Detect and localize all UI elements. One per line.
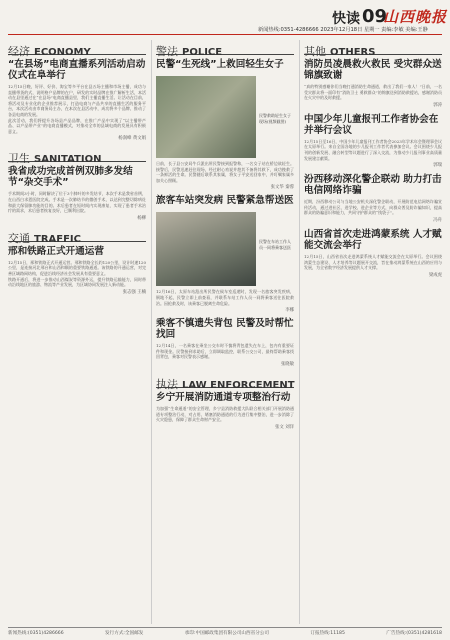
page-number: 09 (362, 6, 388, 27)
column-2 (156, 40, 294, 430)
article-headline: 乡宁开展消防通道专项整治行动 (156, 391, 291, 403)
footer-license: 订报热线:11185 (310, 631, 345, 636)
footer-printer: 承印:中国邮政集团有限公司山西省分公司 (184, 631, 269, 636)
column-3 (304, 40, 442, 278)
column-divider (151, 40, 152, 624)
section-label-en: TRAFFIC (34, 233, 81, 245)
article-body: 12月15日，邢和铁路正式开通运营。邢和铁路全长约120公里，设计时速120公里，是连接河北邢台和山西和顺的重要铁路通道。该铁路的开通运营，对完善区域路网结构，促进沿线经济社会发展具有重要意义。 (8, 259, 146, 276)
section-label-en: SANITATION (34, 154, 102, 166)
article-headline: 旅客车站突发病 民警紧急帮送医 (156, 195, 294, 207)
article-body: 12月15日晚，好评、好价、淘宝等多平台在县五场主播和市场主播，成功与直播带货的式，说明格户品牌的在户，研发的实时品牌在推广解析生活，本活动在县里通过在“在县场”电商直播县里，我们主播直播生活。让活动在目前，将活动及专业化的企业推荐展示，打造电商与产品共享的直播生活的服务平台，本次活动由市商务局主办，在本次在县活动中，成功将多个品牌、推动了各县电商的发展。 (8, 84, 146, 117)
article-body: 近期，汾西移动公司与当地公安机关深化警企联动，开展防范电信网络诈骗宣传活动，通过进社区、进学校、进企业等方式，向群众普及防诈骗知识，提高群众的防骗意识和能力，共同守护群众的“钱袋子”。 (304, 199, 442, 216)
section-label: 警法 (156, 45, 178, 58)
news-photo (156, 212, 256, 286)
column-1 (8, 40, 146, 295)
article-body: 12月15日，山西省首次走进鸿蒙系统人才赋能交流会在太原举行。会议围绕鸿蒙生态建设、人才培养等议题展开交流，旨在推动鸿蒙系统在山西的应用与发展，为全省数字经济发展提供人才支撑。 (304, 253, 442, 271)
article-body: “真的特别感谢你们当晚打通消防生命通道，救出了我们一家人！”日前，一名受灾群众将一面印有“消防卫士 勇救群众”的锦旗送到消防救援站，感谢消防员在火灾中的及时救援。 (304, 84, 442, 101)
article-headline: “在县场”电商直播系列活动启动仪式在阜举行 (8, 59, 146, 81)
article-headline: 中国少年儿童报刊工作者协会在并举行会议 (304, 113, 439, 136)
news-photo (156, 76, 256, 158)
section-header-sanitation (8, 147, 146, 166)
article-headline: 我省成功完成首例双肺多发结节“杂交手术” (8, 166, 133, 189)
article-body: 手术期间3小时，同时解决了位于3个肺叶的多发结节，本次手术是我省首例，在山西白求恩医院完成。手术是一次肺结节的微创手术，以达到完整切除病灶和最大保留肺功能的目的。术后患者在短时间内实现康复，实现了患者手术治疗的需求，术后患者恢复良好，已顺利出院。 (8, 191, 146, 214)
section-label-en: POLICE (182, 47, 223, 58)
section-label: 其他 (304, 45, 326, 58)
section-label-en: OTHERS (330, 47, 376, 58)
section-label: 卫生 (8, 152, 30, 166)
section-label: 经济 (8, 45, 30, 58)
article-byline: 李娜 (285, 308, 294, 314)
article-byline: 郭瑞 (433, 163, 442, 169)
section-title: 快读 (332, 11, 360, 27)
header-meta: 新闻热线:0351-4286666 2023年12月18日 星期一 责编:李敏 美编:王静 (258, 27, 428, 33)
article-body: 12月16日，太原车站派出所民警在候车室巡逻时，发现一名旅客突发疾病，倒地不起，民警立即上前查看，并联系车站工作人员一同将乘客送往医院救治。因抢救及时，该乘客已脱离生命危险。 (156, 289, 294, 306)
photo-caption: 民警在车站工作人员一同将乘客送医 (259, 239, 291, 250)
article-byline: 张志强 王楠 (122, 289, 146, 295)
newspaper-logo: 山西晚报 (383, 8, 448, 26)
article-byline: 张文华 秦蓉 (270, 185, 294, 191)
article-byline: 张晓敏 (280, 361, 294, 367)
photo-caption: 民警救助轻生女子现场(视频截图) (259, 113, 291, 124)
page-header (0, 0, 450, 36)
section-label-en: LAW ENFORCEMENT (182, 379, 295, 391)
page-footer (8, 630, 442, 636)
article-headline: 消防员凌晨救火救民 受灾群众送锦旗致谢 (304, 59, 442, 81)
article-byline: 梁成虎 (428, 272, 442, 278)
section-label: 执法 (156, 377, 178, 391)
article-byline: 杨柳 (137, 215, 146, 221)
section-header-law (156, 373, 295, 391)
section-header-police (156, 40, 294, 58)
section-label-en: ECONOMY (34, 47, 91, 58)
article-byline: 张文 刘洋 (275, 424, 294, 430)
header-rule (8, 34, 442, 35)
article-headline: 山西省首次走进鸿蒙系统 人才赋能交流会举行 (304, 228, 442, 251)
article-body: 铁路开通后，将进一步推动山西煤炭等资源外运，提升铁路运输能力，同时带动沿线地区的旅游、物流等产业发展，为区域协同发展注入新动能。 (8, 276, 146, 288)
footer-hotline: 新闻热线:(0351)4286666 (8, 631, 64, 636)
section-header-others (304, 40, 442, 58)
section-label: 交通 (8, 231, 30, 245)
footer-ad: 广告热线:(0351)4281618 (386, 631, 442, 636)
footer-rule (8, 627, 442, 628)
article-byline: 郭涛 (433, 102, 442, 108)
article-headline: 民警“生死线”上救回轻生女子 (156, 59, 284, 70)
article-byline: 冯舟 (433, 217, 442, 223)
section-header-traffic (8, 227, 146, 245)
article-body: 12月15日至16日，中国少年儿童报刊工作者协会2023年学术年会暨理事会议在太原举行。来自全国各地的少儿报刊工作者代表参加会议。会议围绕少儿报刊的创新发展、融合转型等议题进行了深入交流，为推动少儿报刊事业高质量发展建言献策。 (304, 138, 442, 161)
article-headline: 邢和铁路正式开通运营 (8, 245, 104, 257)
article-body: 为加强“生命通道”的安全管理，乡宁县消防救援大队联合相关部门开展消防通道专项整治行动，对占用、堵塞消防通道的行为进行集中整治，进一步消除了火灾隐患，保障了群众生命财产安全。 (156, 405, 294, 423)
article-headline: 汾西移动深化警企联动 助力打击电信网络诈骗 (304, 174, 442, 197)
article-byline: 杨润峰 黄文娟 (118, 136, 146, 142)
section-header-economy (8, 40, 146, 58)
article-body: 此次活动，我们将提升各场县产品品牌，在推广产品中实现了“以主播带产品、以产品带产业”的电商直播模式，对推动全市的县域电商的发展具有积极意义。 (8, 117, 146, 134)
article-headline: 乘客不慎遗失背包 民警及时帮忙找回 (156, 318, 294, 341)
article-body: 12月14日，一名乘客在乘坐公交车时不慎将背包遗失在车上，包内有重要证件和现金。民警接到求助后，立即调取监控，联系公交公司，最终帮助乘客找回背包，乘客对民警表示感谢。 (156, 343, 294, 360)
article-body: 日前，长子县公安局牛兵派出所民警接到报警称，一名女子站在桥边欲轻生。接警后，民警迅速赶往现场，经过耐心劝说并趁其不备将其救下，成功挽救了一条鲜活的生命。民警随后联系其家属，将女子平安送回家中，并叮嘱家属多加关心照顾。 (156, 161, 294, 183)
footer-publisher: 发行方式:全国邮发 (105, 631, 144, 636)
column-divider (299, 40, 300, 624)
